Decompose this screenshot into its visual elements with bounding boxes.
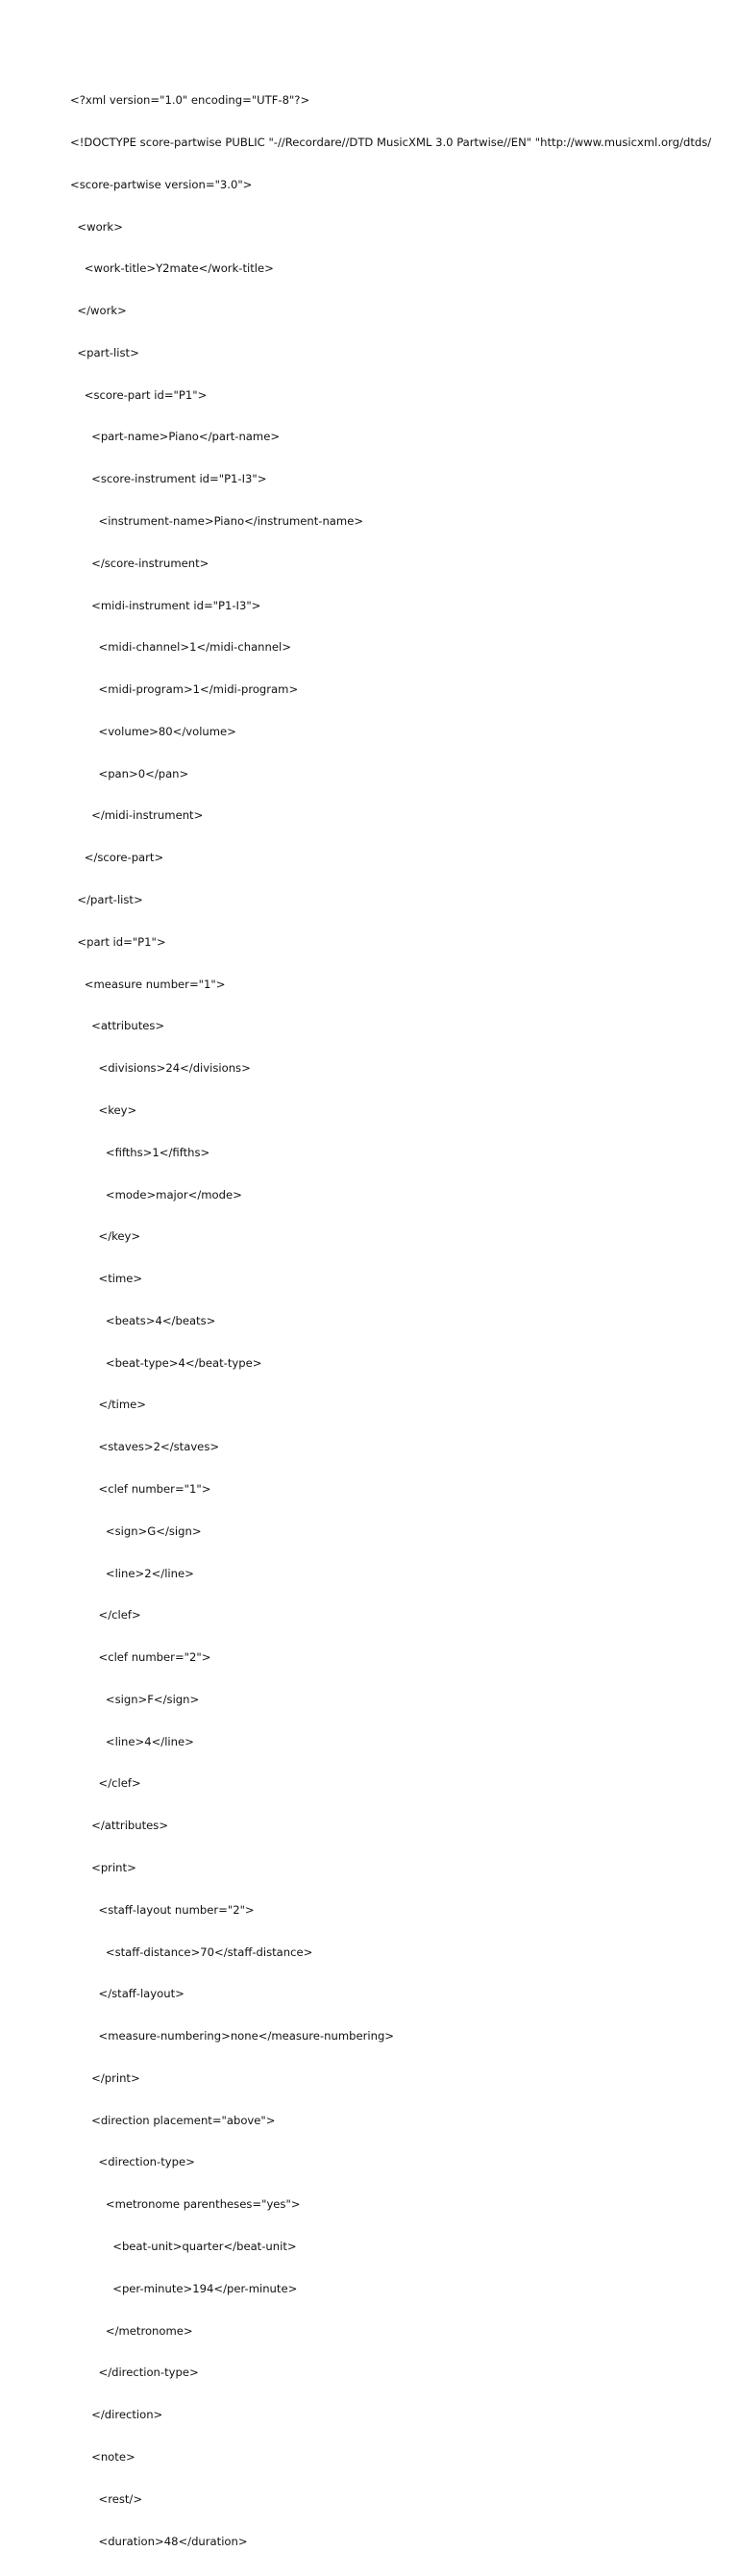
xml-line: <line>2</line>	[70, 1566, 194, 1580]
xml-line: <mode>major</mode>	[70, 1187, 242, 1201]
xml-line: </attributes>	[70, 1819, 169, 1833]
xml-line: </work>	[70, 304, 127, 318]
xml-line: <midi-instrument id="P1-I3">	[70, 598, 261, 612]
xml-line: <staff-layout number="2">	[70, 1902, 255, 1917]
xml-line: <clef number="1">	[70, 1481, 211, 1496]
xml-line: <instrument-name>Piano</instrument-name>	[70, 514, 364, 528]
xml-line: <work>	[70, 219, 123, 234]
xml-line: <work-title>Y2mate</work-title>	[70, 261, 274, 276]
xml-line: </time>	[70, 1398, 147, 1412]
xml-line: <midi-channel>1</midi-channel>	[70, 640, 291, 655]
xml-line: <print>	[70, 1861, 136, 1874]
xml-line: </metronome>	[70, 2323, 193, 2338]
xml-line: </direction>	[70, 2408, 163, 2422]
xml-line: </part-list>	[70, 893, 143, 907]
xml-line: <pan>0</pan>	[70, 766, 189, 780]
xml-line: <beat-unit>quarter</beat-unit>	[70, 2240, 297, 2254]
xml-line: <rest/>	[70, 2491, 143, 2506]
xml-line: <measure-numbering>none</measure-numbering>	[70, 2029, 395, 2043]
xml-line: </print>	[70, 2070, 140, 2085]
xml-line: </midi-instrument>	[70, 808, 204, 823]
xml-line: <part id="P1">	[70, 934, 166, 949]
xml-line: <midi-program>1</midi-program>	[70, 682, 299, 697]
xml-line: </clef>	[70, 1608, 141, 1622]
xml-line: <fifths>1</fifths>	[70, 1145, 210, 1159]
xml-line: <score-instrument id="P1-I3">	[70, 472, 267, 486]
xml-line: <beat-type>4</beat-type>	[70, 1355, 262, 1370]
xml-line: <attributes>	[70, 1019, 165, 1033]
xml-line: <staff-distance>70</staff-distance>	[70, 1944, 313, 1959]
xml-line: <measure number="1">	[70, 977, 226, 991]
xml-line: <clef number="2">	[70, 1650, 211, 1665]
xml-line: <volume>80</volume>	[70, 724, 236, 738]
xml-line: <?xml version="1.0" encoding="UTF-8"?>	[70, 93, 310, 108]
xml-line: <duration>48</duration>	[70, 2534, 248, 2548]
xml-line: <metronome parentheses="yes">	[70, 2197, 301, 2212]
xml-line: <direction placement="above">	[70, 2113, 276, 2127]
xml-line: <line>4</line>	[70, 1734, 194, 1748]
xml-line: <divisions>24</divisions>	[70, 1061, 251, 1076]
xml-line: <beats>4</beats>	[70, 1313, 216, 1327]
xml-line: <part-name>Piano</part-name>	[70, 430, 281, 444]
xml-line: </staff-layout>	[70, 1987, 184, 2001]
xml-line: </clef>	[70, 1776, 141, 1791]
xml-line: <time>	[70, 1272, 143, 1286]
xml-line: </score-part>	[70, 851, 164, 865]
xml-line: <note>	[70, 2449, 135, 2464]
xml-line: <part-list>	[70, 345, 139, 359]
xml-line: </score-instrument>	[70, 556, 209, 570]
xml-line: <score-partwise version="3.0">	[70, 177, 253, 191]
xml-line: <sign>F</sign>	[70, 1692, 200, 1706]
xml-line: <sign>G</sign>	[70, 1523, 202, 1538]
xml-line: </direction-type>	[70, 2365, 199, 2380]
xml-source-text	[70, 65, 711, 2576]
xml-line: <!DOCTYPE score-partwise PUBLIC "-//Recordare//DTD MusicXML 3.0 Partwise//EN" "http://www.musicxml.org/dtds/	[70, 135, 712, 149]
xml-line: <direction-type>	[70, 2155, 195, 2169]
xml-line: <per-minute>194</per-minute>	[70, 2281, 298, 2295]
xml-line: </key>	[70, 1229, 141, 1244]
xml-line: <staves>2</staves>	[70, 1440, 220, 1454]
xml-line: <score-part id="P1">	[70, 387, 208, 402]
xml-line: <key>	[70, 1102, 137, 1117]
